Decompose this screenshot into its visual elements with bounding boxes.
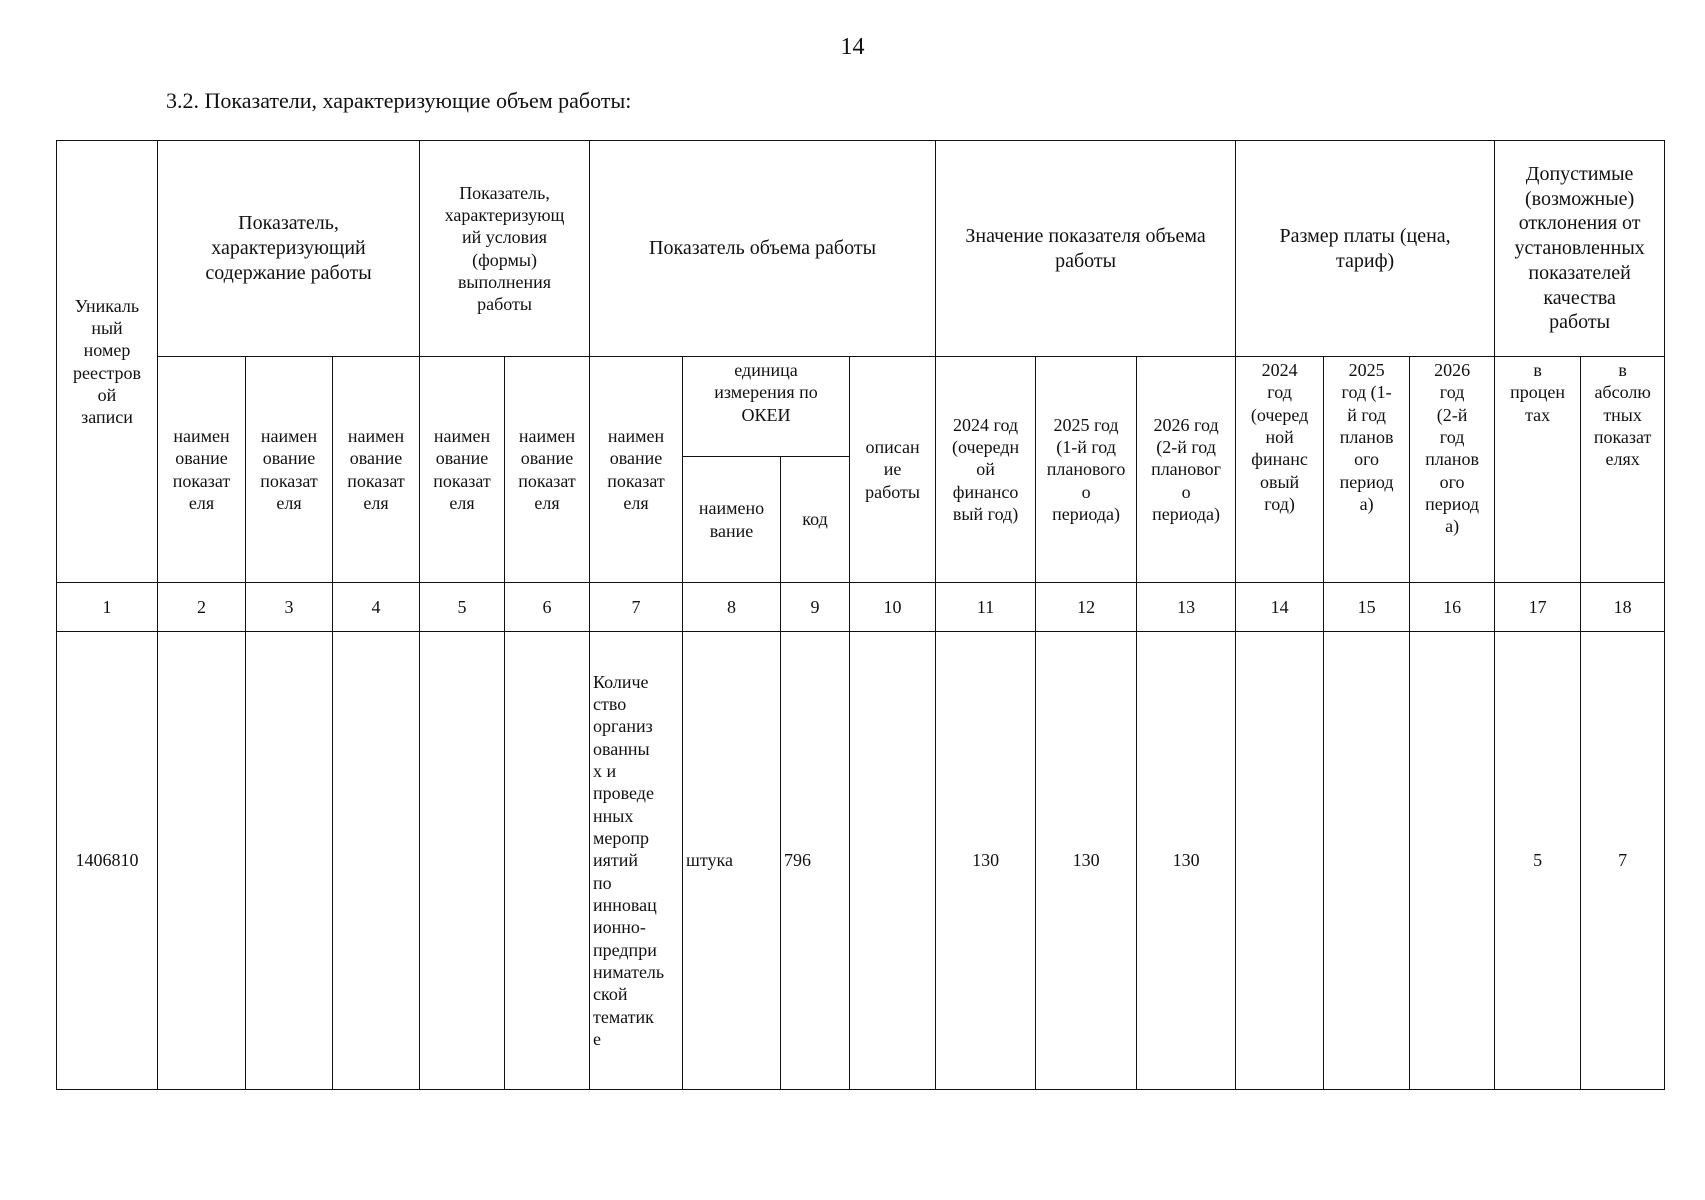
column-number: 6: [505, 583, 590, 632]
sub-fee-2025: 2025 год (1- й год планов ого период а): [1324, 357, 1410, 583]
cell-unit-name: штука: [683, 632, 781, 1090]
header-conditions-indicator: Показатель, характеризующ ий условия (формы) выполнения работы: [420, 141, 590, 357]
sub-name-indicator-2: наимен ование показат еля: [158, 357, 246, 583]
page-number: 14: [840, 34, 865, 60]
header-content-indicator: Показатель, характеризующий содержание работы: [158, 141, 420, 357]
sub-name-indicator-3: наимен ование показат еля: [246, 357, 333, 583]
column-number: 5: [420, 583, 505, 632]
cell-empty: [333, 632, 420, 1090]
column-number: 7: [590, 583, 683, 632]
sub-value-2026: 2026 год (2-й год плановог о периода): [1137, 357, 1236, 583]
column-number: 14: [1236, 583, 1324, 632]
sub-name-indicator-5: наимен ование показат еля: [420, 357, 505, 583]
header-volume-value: Значение показателя объема работы: [936, 141, 1236, 357]
column-number: 17: [1495, 583, 1581, 632]
header-volume-indicator: Показатель объема работы: [590, 141, 936, 357]
header-deviation: Допустимые (возможные) отклонения от установленных показателей качества работы: [1495, 141, 1665, 357]
cell-empty: [1236, 632, 1324, 1090]
column-number: 13: [1137, 583, 1236, 632]
table-row: [57, 632, 1665, 1090]
column-number: 15: [1324, 583, 1410, 632]
cell-deviation-percent: 5: [1495, 632, 1581, 1090]
sub-fee-2024: 2024 год (очеред ной финанс овый год): [1236, 357, 1324, 583]
header-unique-number: Уникаль ный номер реестров ой записи: [57, 141, 158, 583]
header-fee: Размер платы (цена, тариф): [1236, 141, 1495, 357]
section-title: 3.2. Показатели, характеризующие объем работы:: [166, 88, 632, 113]
sub-deviation-absolute: в абсолю тных показат елях: [1581, 357, 1665, 583]
sub-name-indicator-6: наимен ование показат еля: [505, 357, 590, 583]
sub-value-2024: 2024 год (очередн ой финансо вый год): [936, 357, 1036, 583]
sub-deviation-percent: в процен тах: [1495, 357, 1581, 583]
column-number: 1: [57, 583, 158, 632]
column-number: 2: [158, 583, 246, 632]
column-number: 10: [850, 583, 936, 632]
sub-description: описан ие работы: [850, 357, 936, 583]
sub-name-indicator-7: наимен ование показат еля: [590, 357, 683, 583]
cell-value-2024: 130: [936, 632, 1036, 1090]
volume-indicators-table: [56, 140, 1665, 1090]
cell-empty: [158, 632, 246, 1090]
column-number: 3: [246, 583, 333, 632]
sub-name-indicator-4: наимен ование показат еля: [333, 357, 420, 583]
cell-empty: [420, 632, 505, 1090]
cell-empty: [1324, 632, 1410, 1090]
cell-indicator-name: Количе ство организ ованны х и проведе нных меропр иятий по инновац ионно- предпри ниматель ской тематик е: [590, 632, 683, 1090]
cell-empty: [246, 632, 333, 1090]
column-number: 11: [936, 583, 1036, 632]
column-number: 16: [1410, 583, 1495, 632]
cell-empty: [850, 632, 936, 1090]
cell-empty: [1410, 632, 1495, 1090]
cell-unit-code: 796: [781, 632, 850, 1090]
cell-deviation-absolute: 7: [1581, 632, 1665, 1090]
column-number: 8: [683, 583, 781, 632]
sub-value-2025: 2025 год (1-й год планового о периода): [1036, 357, 1137, 583]
cell-value-2025: 130: [1036, 632, 1137, 1090]
column-number: 9: [781, 583, 850, 632]
okei-name-header: наимено вание: [683, 457, 781, 583]
cell-empty: [505, 632, 590, 1090]
sub-fee-2026: 2026 год (2-й год планов ого период а): [1410, 357, 1495, 583]
column-number: 12: [1036, 583, 1137, 632]
cell-value-2026: 130: [1137, 632, 1236, 1090]
column-number: 4: [333, 583, 420, 632]
column-number: 18: [1581, 583, 1665, 632]
cell-unique-number: 1406810: [57, 632, 158, 1090]
okei-code-header: код: [781, 457, 850, 583]
sub-unit-okei: единица измерения по ОКЕИ: [683, 357, 850, 457]
